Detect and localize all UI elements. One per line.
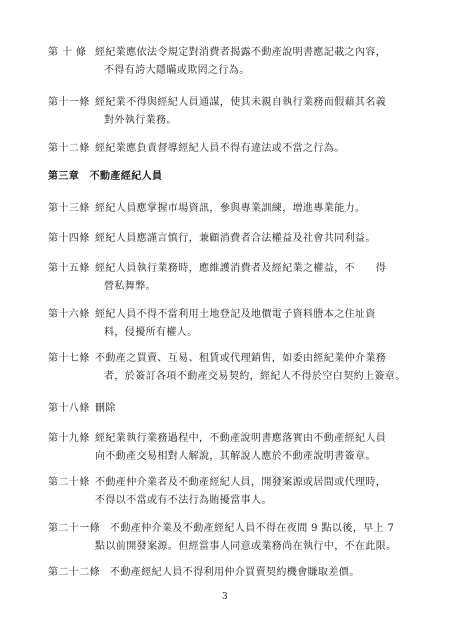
article-number: 第十六條 <box>48 309 90 320</box>
article-text-line: 點以前開發案源。但經當事人同意或業務尚在執行中，不在此限。 <box>95 541 397 552</box>
article-text-line: 經紀業應依法令規定對消費者揭露不動產說明書應記載之內容， <box>95 47 387 58</box>
article-text-line: 營私舞弊。 <box>104 281 156 292</box>
article-text-line: 經紀人員執行業務時，應維護消費者及經紀業之權益，不 得 <box>95 263 387 274</box>
article-number: 第二十一條 <box>48 523 100 534</box>
article-text-line: 不得以不當或有不法行為賄擾當事人。 <box>95 495 272 506</box>
article-number: 第十九條 <box>48 433 90 444</box>
article-number: 第十二條 <box>48 143 90 154</box>
article-text-line: 對外執行業務。 <box>104 115 177 126</box>
article-number: 第 十 條 <box>48 47 87 58</box>
article-text-line: 者，於簽訂各項不動產交易契約，經紀人不得於空白契約上簽章。 <box>104 371 406 382</box>
article-text-line: 不動產仲介業及不動產經紀人員不得在夜間 9 點以後，早上 7 <box>110 523 395 534</box>
chapter-heading: 第三章 不動產經紀人員 <box>48 171 163 182</box>
article-text-line: 經紀人員應謹言慎行，兼顧消費者合法權益及社會共同利益。 <box>95 233 376 244</box>
article-number: 第十七條 <box>48 353 90 364</box>
article-number: 第十三條 <box>48 203 90 214</box>
article-number: 第十一條 <box>48 97 90 108</box>
article-text-line: 經紀業應負責督導經紀人員不得有違法或不當之行為。 <box>95 143 345 154</box>
article-text-line: 不動產之買賣、互易、租賃或代理銷售，如委由經紀業仲介業務 <box>95 353 387 364</box>
article-number: 第十四條 <box>48 233 90 244</box>
article-text-line: 不得有誇大隱瞞或欺罔之行為。 <box>104 65 250 76</box>
article-number: 第十五條 <box>48 263 90 274</box>
article-number: 第二十二條 <box>48 567 100 578</box>
article-text-line: 不動產經紀人員不得利用仲介買賣契約機會賺取差價。 <box>110 567 360 578</box>
article-number: 第十八條 <box>48 403 90 414</box>
article-text-line: 經紀人員應掌握市場資訊，參與專業訓練，增進專業能力。 <box>95 203 366 214</box>
article-text-line: 經紀人員不得不當利用土地登記及地價電子資料謄本之住址資 <box>95 309 376 320</box>
article-number: 第二十條 <box>48 477 90 488</box>
article-text-line: 料，侵擾所有權人。 <box>104 327 198 338</box>
article-text-line: 向不動產交易相對人解說，其解說人應於不動產說明書簽章。 <box>95 451 376 462</box>
article-text-line: 經紀業不得與經紀人員通謀，使其未親自執行業務而假藉其名義 <box>95 97 387 108</box>
article-text-line: 經紀業執行業務過程中，不動產說明書應落實由不動產經紀人員 <box>95 433 387 444</box>
article-text-line: 不動產仲介業者及不動產經紀人員，開發案源或居間或代理時， <box>95 477 387 488</box>
page-number: 3 <box>222 592 228 602</box>
article-text-line: 刪除 <box>95 403 116 414</box>
